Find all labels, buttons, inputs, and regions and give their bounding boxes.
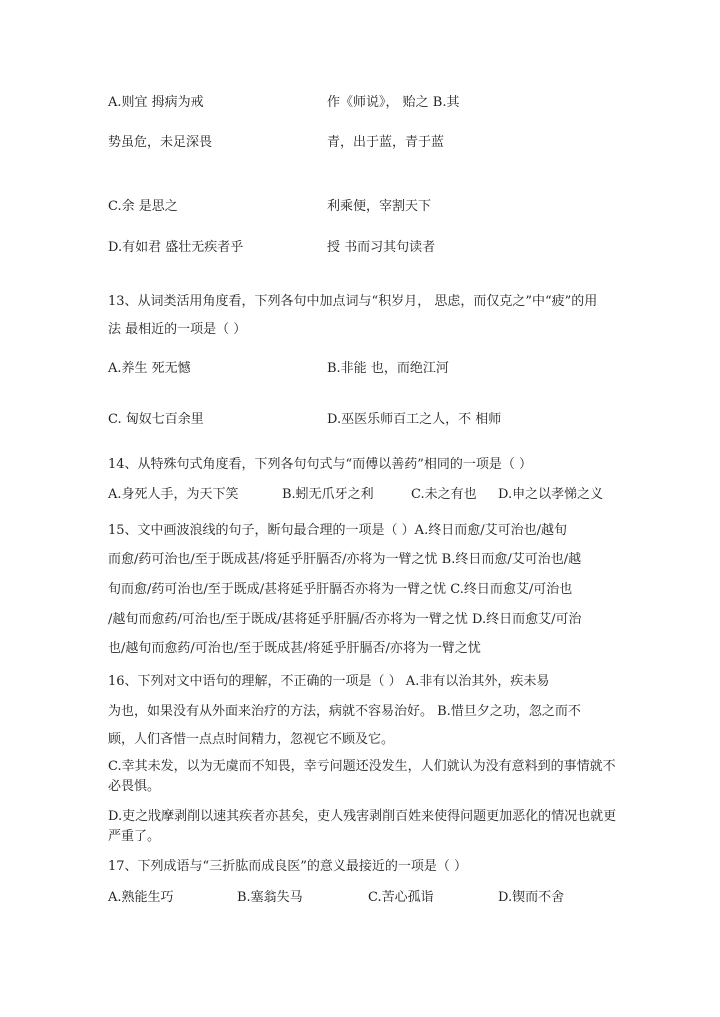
option-c-col1: C.余 是思之: [108, 199, 178, 214]
question-15-line-5: 也/越旬而愈药/可治也/至于既成甚/将延乎肝膈否/亦将为一臂之忧: [108, 641, 481, 656]
option-a-col2: 作《师说》， 贻之 B.其: [327, 95, 460, 110]
question-16-option-d-line-1: D.吏之戕摩剥削以速其疾者亦甚矣，吏人残害剥削百姓来使得问题更加恶化的情况也就更: [108, 809, 617, 824]
question-13-stem-cont: 法 最相近的一项是（ ）: [108, 322, 247, 337]
option-a-col1: A.则宜 拇病为戒: [108, 95, 204, 110]
q13-option-b: B.非能 也，而绝江河: [327, 361, 449, 376]
option-c-col2: 利乘便，宰割天下: [327, 199, 432, 214]
question-15-line-1: 15、文中画波浪线的句子，断句最合理的一项是（ ）A.终日而愈/艾可治也/越旬: [108, 523, 567, 538]
question-16-line-2: 为也，如果没有从外面来治疗的方法，病就不容易治好。 B.惜旦夕之功，忽之而不: [108, 704, 581, 719]
q13-option-d: D.巫医乐师百工之人，不 相师: [327, 412, 502, 427]
q14-option-a: A.身死人手，为天下笑: [108, 487, 239, 502]
question-15-line-2: 而愈/药可治也/至于既成甚/将延乎肝膈否/亦将为一臂之忧 B.终日而愈/艾可治也/越: [108, 552, 582, 567]
text-line-4: 青，出于蓝，青于蓝: [327, 135, 445, 150]
option-d-col1: D.有如君 盛壮无疾者乎: [108, 240, 244, 255]
q17-option-c: C.苦心孤诣: [368, 890, 434, 905]
question-17-stem: 17、下列成语与“三折肱而成良医”的意义最接近的一项是（ ）: [108, 859, 467, 874]
question-16-line-3: 顾，人们吝惜一点点时间精力，忽视它不顾及它。: [108, 732, 395, 747]
q13-option-a: A.养生 死无憾: [108, 361, 191, 376]
q14-option-b: B.蚓无爪牙之利: [282, 487, 374, 502]
question-14-stem: 14、从特殊句式角度看，下列各句句式与“而傅以善药”相同的一项是（ ）: [108, 457, 532, 472]
q17-option-b: B.塞翁失马: [237, 890, 303, 905]
question-16-option-d-line-2: 严重了。: [108, 829, 161, 844]
question-15-line-4: /越旬而愈药/可治也/至于既成/甚将延乎肝膈/否亦将为一臂之忧 D.终日而愈艾/可治: [108, 612, 582, 627]
q13-option-c: C. 匈奴七百余里: [108, 412, 204, 427]
q14-option-c: C.未之有也: [411, 487, 477, 502]
question-16-option-c-line-2: 必畏惧。: [108, 779, 161, 794]
q17-option-d: D.锲而不舍: [498, 890, 565, 905]
q17-option-a: A.熟能生巧: [108, 890, 174, 905]
question-16-option-c-line-1: C.幸其未发，以为无虞而不知畏，幸亏问题还没发生，人们就认为没有意料到的事情就不: [108, 759, 616, 774]
question-16-line-1: 16、下列对文中语句的理解，不正确的一项是（ ） A.非有以治其外，疾未易: [108, 674, 550, 689]
question-13-stem: 13、从词类活用角度看，下列各句中加点词与“积岁月， 思虑，而仅克之”中“疲”的用: [108, 294, 598, 309]
option-d-col2: 授 书而习其句读者: [327, 240, 436, 255]
q14-option-d: D.申之以孝悌之义: [498, 487, 604, 502]
question-15-line-3: 旬而愈/药可治也/至于既成/甚将延乎肝膈否亦将为一臂之忧 C.终日而愈艾/可治也: [108, 582, 573, 597]
text-line-3: 势虽危，未足深畏: [108, 135, 213, 150]
